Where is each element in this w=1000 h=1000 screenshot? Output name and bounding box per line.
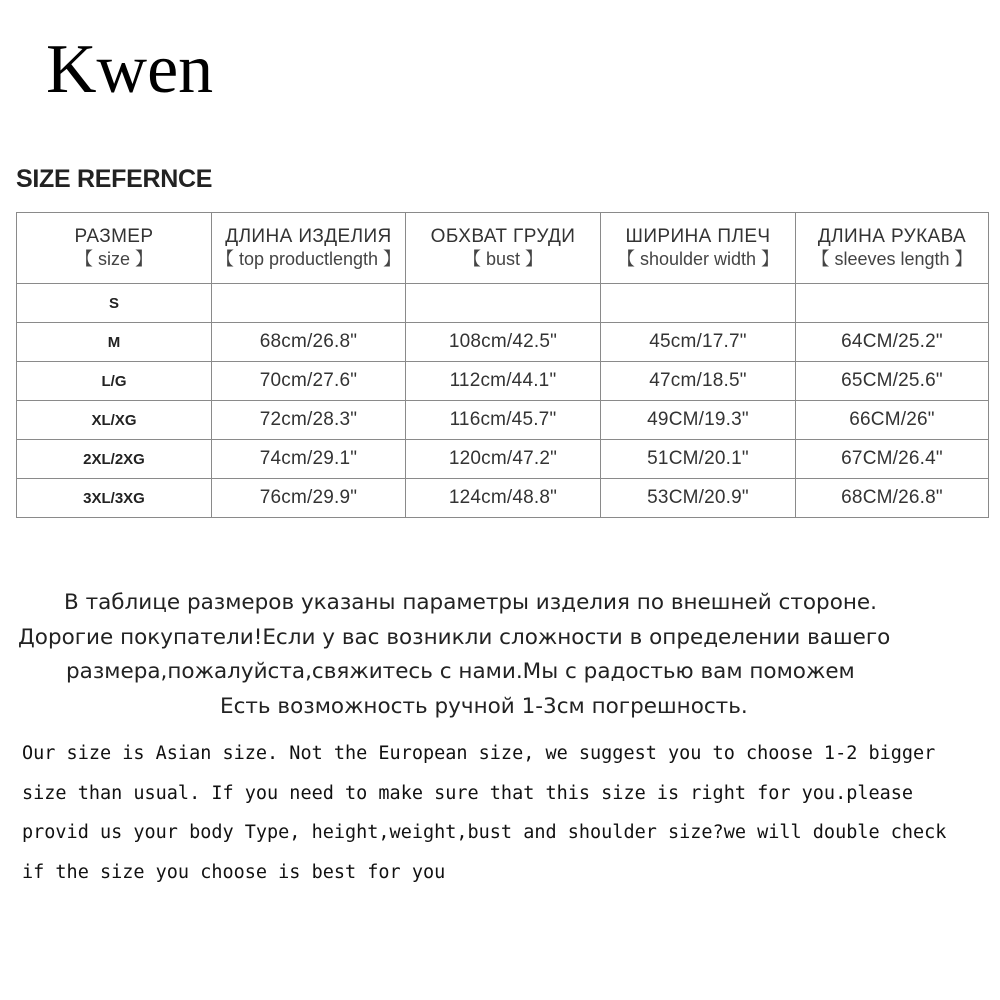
shoulder-cell xyxy=(601,284,796,323)
shoulder-cell: 53CM/20.9" xyxy=(601,479,796,518)
size-cell: XL/XG xyxy=(17,401,212,440)
brand-logo: Kwen xyxy=(46,31,214,108)
length-cell: 70cm/27.6" xyxy=(212,362,406,401)
size-cell: 3XL/3XG xyxy=(17,479,212,518)
table-row xyxy=(17,401,989,440)
bust-cell: 124cm/48.8" xyxy=(406,479,601,518)
english-line: if the size you choose is best for you xyxy=(22,861,446,883)
notice-line: размера,пожалуйста,свяжитесь с нами.Мы с радостью вам поможем xyxy=(66,659,855,684)
header-shoulder-sublabel: 【 shoulder width 】 xyxy=(616,249,780,269)
bust-cell xyxy=(406,284,601,323)
header-size-label: РАЗМЕР xyxy=(74,226,154,247)
sleeve-cell: 66CM/26" xyxy=(796,401,989,440)
shoulder-cell: 45cm/17.7" xyxy=(601,323,796,362)
length-cell: 76cm/29.9" xyxy=(212,479,406,518)
header-bust xyxy=(406,213,601,284)
table-row xyxy=(17,362,989,401)
bust-cell: 112cm/44.1" xyxy=(406,362,601,401)
notice-line: Есть возможность ручной 1-3см погрешность. xyxy=(220,693,748,719)
header-length-sublabel: 【 top productlength 】 xyxy=(215,249,402,269)
table-row xyxy=(17,440,989,479)
shoulder-cell: 51CM/20.1" xyxy=(601,440,796,479)
size-table xyxy=(16,212,989,518)
header-size xyxy=(17,213,212,284)
size-cell: S xyxy=(17,284,212,323)
length-cell: 72cm/28.3" xyxy=(212,401,406,440)
shoulder-cell: 49CM/19.3" xyxy=(601,401,796,440)
header-sleeve-sublabel: 【 sleeves length 】 xyxy=(811,249,973,269)
size-cell: L/G xyxy=(17,362,212,401)
english-line: Our size is Asian size. Not the European size, we suggest you to choose 1-2 bigger xyxy=(22,743,936,764)
sleeve-cell: 67CM/26.4" xyxy=(796,440,989,479)
bust-cell: 108cm/42.5" xyxy=(406,323,601,362)
sleeve-cell: 64CM/25.2" xyxy=(796,323,989,362)
table-row xyxy=(17,323,989,362)
sleeve-cell: 68CM/26.8" xyxy=(796,479,989,518)
header-sleeve xyxy=(796,213,989,284)
english-line: size than usual. If you need to make sure that this size is right for you.please xyxy=(22,782,914,804)
header-sleeve-label: ДЛИНА РУКАВА xyxy=(817,226,967,247)
table-header-row xyxy=(17,213,989,284)
header-shoulder-label: ШИРИНА ПЛЕЧ xyxy=(625,226,771,247)
size-cell: M xyxy=(17,323,212,362)
header-bust-sublabel: 【 bust 】 xyxy=(462,249,544,269)
notice-line: В таблице размеров указаны параметры изделия по внешней стороне. xyxy=(64,590,877,615)
shoulder-cell: 47cm/18.5" xyxy=(601,362,796,401)
bust-cell: 116cm/45.7" xyxy=(406,401,601,440)
table-row xyxy=(17,479,989,518)
bust-cell: 120cm/47.2" xyxy=(406,440,601,479)
header-bust-label: ОБХВАТ ГРУДИ xyxy=(430,226,576,247)
russian-notice xyxy=(0,586,1000,724)
sleeve-cell: 65CM/25.6" xyxy=(796,362,989,401)
length-cell: 68cm/26.8" xyxy=(212,323,406,362)
notice-line: Дорогие покупатели!Если у вас возникли сложности в определении вашего xyxy=(18,624,891,650)
header-length xyxy=(212,213,406,284)
size-cell: 2XL/2XG xyxy=(17,440,212,479)
header-size-sublabel: 【 size 】 xyxy=(74,249,153,269)
length-cell: 74cm/29.1" xyxy=(212,440,406,479)
english-line: provid us your body Type, height,weight,bust and shoulder size?we will double check xyxy=(22,822,947,843)
sleeve-cell xyxy=(796,284,989,323)
header-shoulder xyxy=(601,213,796,284)
header-length-label: ДЛИНА ИЗДЕЛИЯ xyxy=(225,226,392,247)
length-cell xyxy=(212,284,406,323)
table-row xyxy=(17,284,989,323)
english-notice xyxy=(22,734,992,892)
page-title: SIZE REFERNCE xyxy=(16,165,213,193)
